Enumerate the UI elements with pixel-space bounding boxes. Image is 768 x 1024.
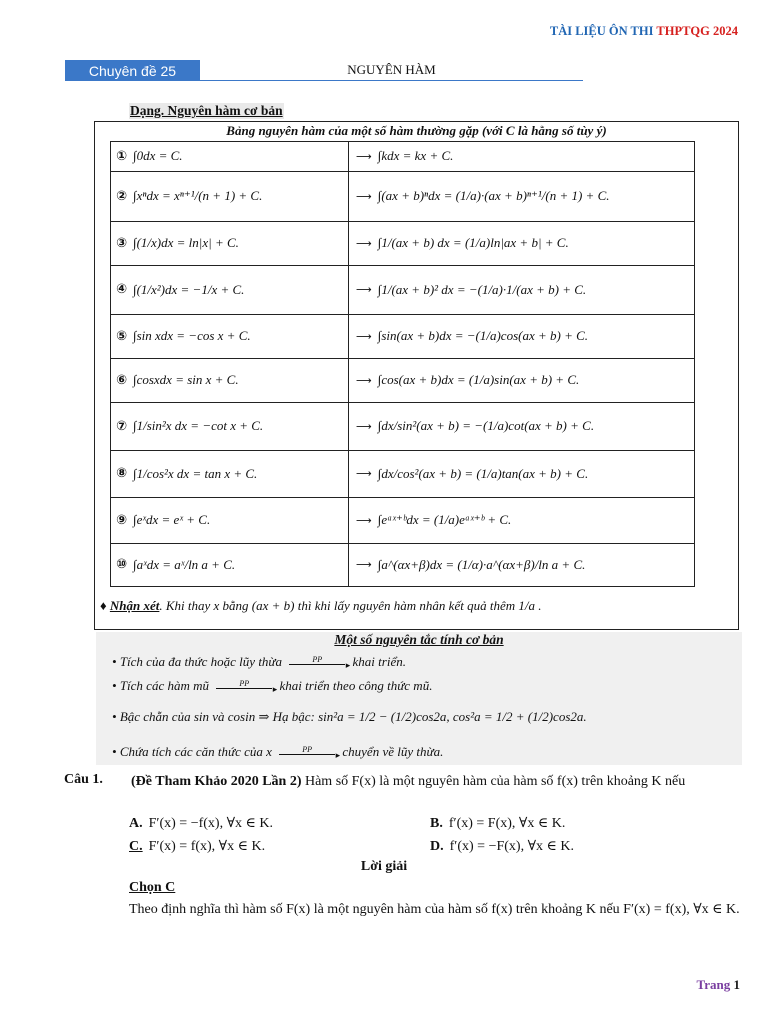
- option-text: F′(x) = f(x), ∀x ∈ K.: [148, 839, 266, 854]
- formula-basic: [116, 171, 344, 221]
- formula-text: ∫(1/x²)dx = −1/x + C.: [133, 281, 245, 297]
- page-number-value: 1: [733, 977, 740, 992]
- option-a[interactable]: [129, 815, 273, 832]
- formula-text: ∫dx/sin²(ax + b) = −(1/a)cot(ax + b) + C.: [377, 418, 595, 433]
- formula-text: ∫1/sin²x dx = −cot x + C.: [133, 418, 264, 433]
- formula-text: ∫a^(αx+β)dx = (1/α)·a^(αx+β)/ln a + C.: [377, 556, 586, 572]
- rule-text: Tích các hàm mũ: [119, 678, 209, 693]
- formula-text: ∫(1/x)dx = ln|x| + C.: [133, 235, 239, 250]
- formula-number: ⑩: [116, 557, 128, 572]
- option-key: A.: [129, 816, 143, 831]
- page-number: [697, 977, 740, 993]
- formula-text: ∫sin xdx = −cos x + C.: [133, 328, 251, 343]
- formula-basic: [116, 402, 344, 450]
- rules-title: Một số nguyên tắc tính cơ bản: [334, 632, 504, 647]
- option-key: C.: [129, 839, 143, 854]
- table-row-divider: [110, 586, 695, 587]
- formula-text: ∫1/(ax + b)² dx = −(1/a)·1/(ax + b) + C.: [377, 281, 587, 297]
- formula-number: ①: [116, 148, 128, 164]
- implies-arrow-icon: ⟶: [356, 329, 372, 343]
- implies-arrow-icon: ⟶: [356, 558, 372, 571]
- formula-number: ⑥: [116, 372, 128, 388]
- formula-number: ③: [116, 235, 128, 251]
- formula-text: ∫(ax + b)ⁿdx = (1/a)·(ax + b)ⁿ⁺¹/(n + 1) + C.: [377, 188, 610, 203]
- table-column-divider: [348, 141, 349, 586]
- formula-linear: [356, 402, 690, 450]
- implies-arrow-icon: ⟶: [356, 189, 372, 203]
- rule-item: • Tích các hàm mũ PP ▸ khai triển theo công thức mũ.: [112, 678, 432, 694]
- formula-text: ∫eᵃˣ⁺ᵇdx = (1/a)eᵃˣ⁺ᵇ + C.: [377, 512, 512, 527]
- solution-text: Theo định nghĩa thì hàm số F(x) là một nguyên hàm của hàm số f(x) trên khoảng K nếu F′(x) = f(x), ∀x ∈ K.: [129, 902, 740, 917]
- remark-note: [100, 598, 541, 614]
- section-heading: Dạng. Nguyên hàm cơ bản: [130, 103, 283, 118]
- page-label: Trang: [696, 977, 734, 992]
- formula-text: ∫xⁿdx = xⁿ⁺¹/(n + 1) + C.: [133, 188, 263, 203]
- solution-choice: Chọn C: [129, 880, 176, 895]
- method-arrow: PP ▸: [289, 655, 345, 665]
- formula-number: ⑧: [116, 466, 128, 481]
- rule-result: chuyển về lũy thừa.: [342, 744, 444, 759]
- remark-text: . Khi thay x bằng (ax + b) thì khi lấy nguyên hàm nhân kết quả thêm 1/a .: [159, 598, 542, 613]
- option-text: f′(x) = F(x), ∀x ∈ K.: [448, 816, 566, 831]
- question-text: [131, 772, 743, 792]
- implies-arrow-icon: ⟶: [356, 373, 372, 387]
- formula-number: ④: [116, 282, 128, 297]
- formula-basic: [116, 221, 344, 265]
- formula-text: ∫1/cos²x dx = tan x + C.: [133, 465, 258, 481]
- topic-underline: [200, 80, 583, 81]
- question-body: Hàm số F(x) là một nguyên hàm của hàm số f(x) trên khoảng K nếu: [301, 774, 686, 789]
- rule-item: • Bậc chẵn của sin và cosin ⇒ Hạ bậc: sin²a = 1/2 − (1/2)cos2a, cos²a = 1/2 + (1/2)cos2a.: [112, 709, 587, 724]
- formula-linear: [356, 221, 690, 265]
- formula-basic: [116, 543, 344, 586]
- remark-bullet: ♦: [100, 598, 107, 613]
- solution-title: Lời giải: [360, 859, 408, 874]
- formula-number: ⑤: [116, 328, 128, 344]
- formula-text: ∫1/(ax + b) dx = (1/a)ln|ax + b| + C.: [377, 235, 569, 250]
- rule-text: Chứa tích các căn thức của x: [119, 744, 272, 759]
- formula-text: ∫cos(ax + b)dx = (1/a)sin(ax + b) + C.: [377, 372, 580, 387]
- formula-text: ∫sin(ax + b)dx = −(1/a)cos(ax + b) + C.: [377, 328, 589, 343]
- topic-badge: Chuyên đề 25: [65, 60, 200, 81]
- formula-linear: [356, 171, 690, 221]
- document-title-main: TÀI LIỆU ÔN THI: [549, 24, 657, 38]
- option-c[interactable]: [129, 838, 265, 855]
- formula-linear: [356, 497, 690, 543]
- formula-text: ∫kdx = kx + C.: [377, 148, 454, 163]
- formula-text: ∫0dx = C.: [133, 148, 183, 163]
- formula-linear: [356, 265, 690, 314]
- document-title-year: THPTQG 2024: [656, 24, 738, 38]
- rule-item: • Tích của đa thức hoặc lũy thừa PP ▸ khai triển.: [112, 654, 406, 670]
- rule-text: Bậc chẵn của sin và cosin ⇒ Hạ bậc: sin²a = 1/2 − (1/2)cos2a, cos²a = 1/2 + (1/2)cos2a.: [119, 709, 587, 724]
- formula-linear: [356, 450, 690, 497]
- table-caption: Bảng nguyên hàm của một số hàm thường gặp (với C là hằng số tùy ý): [226, 123, 607, 138]
- implies-arrow-icon: ⟶: [356, 283, 372, 296]
- remark-lead: Nhận xét: [109, 598, 160, 613]
- implies-arrow-icon: ⟶: [356, 467, 372, 480]
- implies-arrow-icon: ⟶: [356, 513, 372, 527]
- topic-title: NGUYÊN HÀM: [347, 62, 436, 77]
- formula-linear: [356, 358, 690, 402]
- option-text: F′(x) = −f(x), ∀x ∈ K.: [148, 816, 273, 831]
- implies-arrow-icon: ⟶: [356, 236, 372, 250]
- formula-linear: [356, 543, 690, 586]
- formula-text: ∫dx/cos²(ax + b) = (1/a)tan(ax + b) + C.: [377, 465, 589, 481]
- option-b[interactable]: [430, 815, 565, 832]
- question-source: (Đề Tham Khảo 2020 Lần 2): [131, 774, 302, 789]
- formula-number: ②: [116, 188, 128, 204]
- option-key: B.: [430, 816, 443, 831]
- formula-number: ⑦: [116, 418, 128, 434]
- document-title: [550, 24, 738, 39]
- formula-basic: [116, 497, 344, 543]
- formula-basic: [116, 141, 344, 171]
- table-side-border: [110, 141, 111, 586]
- option-text: f′(x) = −F(x), ∀x ∈ K.: [449, 839, 574, 854]
- formula-basic: [116, 358, 344, 402]
- formula-linear: [356, 314, 690, 358]
- formula-basic: [116, 314, 344, 358]
- method-arrow: PP ▸: [279, 745, 335, 755]
- formula-basic: [116, 450, 344, 497]
- table-side-border: [694, 141, 695, 586]
- implies-arrow-icon: ⟶: [356, 149, 372, 163]
- implies-arrow-icon: ⟶: [356, 419, 372, 433]
- rule-item: • Chứa tích các căn thức của x PP ▸ chuyển về lũy thừa.: [112, 744, 443, 760]
- option-d[interactable]: [430, 838, 574, 855]
- formula-basic: [116, 265, 344, 314]
- option-key: D.: [430, 839, 444, 854]
- formula-number: ⑨: [116, 512, 128, 528]
- rule-result: khai triển theo công thức mũ.: [279, 678, 433, 693]
- rule-result: khai triển.: [352, 654, 406, 669]
- method-arrow: PP ▸: [216, 679, 272, 689]
- rule-text: Tích của đa thức hoặc lũy thừa: [119, 654, 283, 669]
- formula-linear: [356, 141, 690, 171]
- formula-text: ∫aˣdx = aˣ/ln a + C.: [133, 556, 236, 572]
- question-label: Câu 1.: [64, 772, 103, 787]
- formula-text: ∫cosxdx = sin x + C.: [133, 372, 239, 387]
- formula-text: ∫eˣdx = eˣ + C.: [133, 512, 211, 527]
